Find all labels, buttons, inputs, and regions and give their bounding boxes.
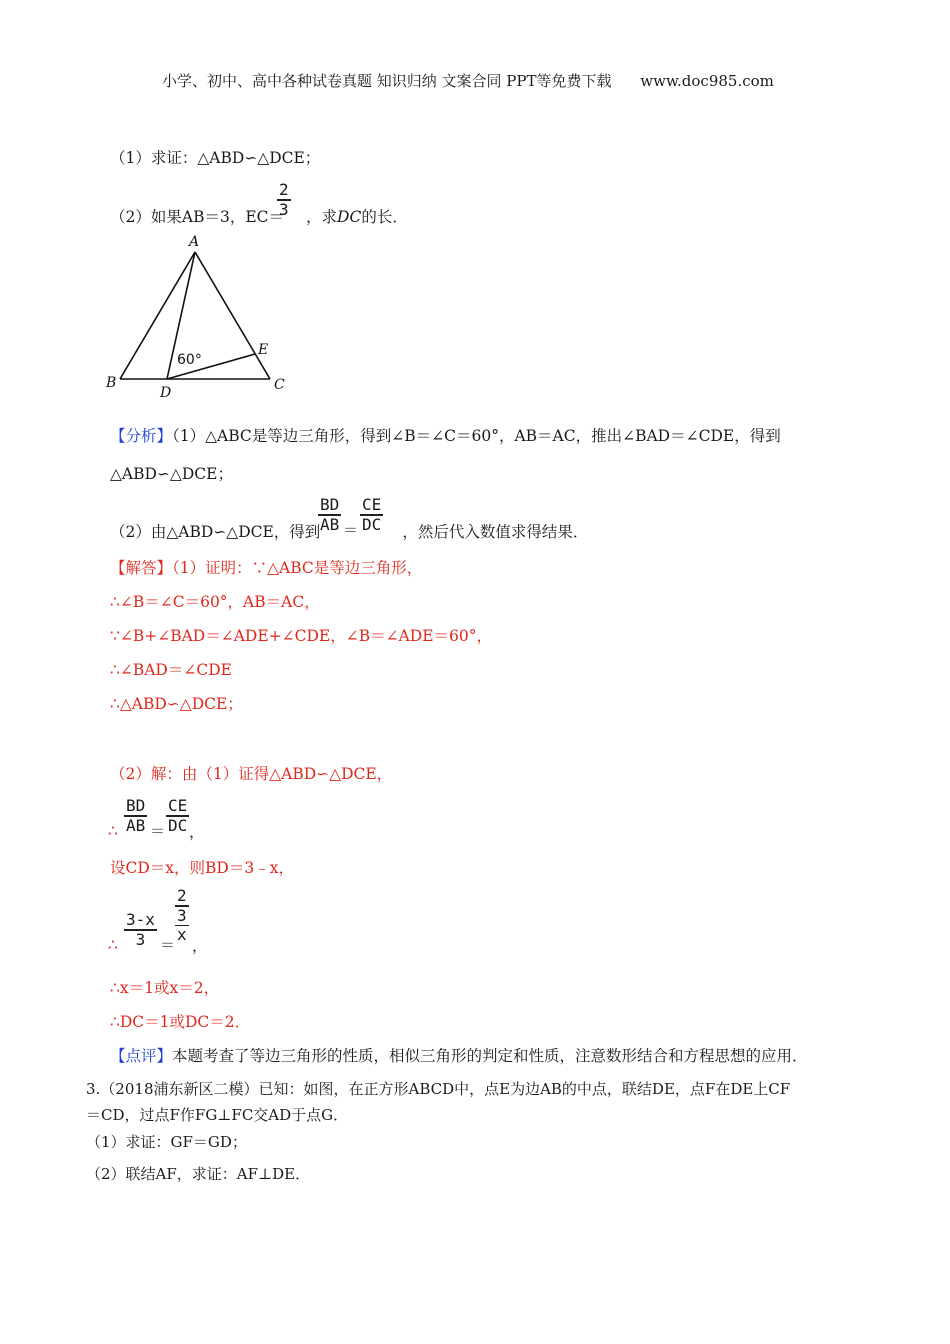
analysis-line3-suffix: ，然后代入数值求得结果． bbox=[402, 523, 589, 541]
analysis-line1 bbox=[110, 424, 781, 446]
review-tag: 【点评】 bbox=[110, 1047, 173, 1065]
r1-den: AB bbox=[126, 815, 146, 835]
result-equals: ＝ bbox=[150, 822, 166, 840]
part2-end: 的长． bbox=[361, 208, 408, 226]
q2-inner-num: 2 bbox=[177, 886, 187, 905]
solution-line2: ∴∠B＝∠C＝60°，AB＝AC， bbox=[110, 593, 320, 611]
equation-equals: ＝ bbox=[160, 936, 176, 954]
f1-num: BD bbox=[320, 495, 340, 514]
solution-line3: ∵∠B+∠BAD＝∠ADE+∠CDE，∠B＝∠ADE＝60°， bbox=[110, 627, 492, 645]
solution-tag: 【解答】 bbox=[110, 559, 173, 577]
solution-line4: ∴∠BAD＝∠CDE bbox=[110, 661, 232, 679]
r2-num: CE bbox=[168, 796, 188, 815]
solution-line10: ∴x＝1或x＝2， bbox=[110, 979, 220, 997]
result-frac-bd-ab bbox=[124, 797, 147, 835]
r1-num: BD bbox=[126, 796, 146, 815]
analysis-equals: ＝ bbox=[343, 521, 359, 539]
ec-fraction bbox=[277, 181, 291, 219]
analysis-frac-ce-dc bbox=[360, 496, 383, 534]
q2-den: x bbox=[177, 925, 187, 944]
solution-l1: （1）证明：∵△ABC是等边三角形， bbox=[172, 559, 423, 577]
part2-ab: AB＝3， bbox=[181, 208, 246, 226]
analysis-line2: △ABD∽△DCE； bbox=[110, 465, 233, 483]
part2-dc: DC bbox=[337, 208, 362, 226]
equation-comma: ， bbox=[192, 937, 208, 955]
solution-line5: ∴△ABD∽△DCE； bbox=[110, 695, 243, 713]
analysis-text1: （1）△ABC是等边三角形，得到∠B＝∠C＝60°，AB＝AC，推出∠BAD＝∠CDE，得到 bbox=[172, 427, 781, 445]
label-d: D bbox=[160, 385, 172, 401]
part2-ec: EC＝ bbox=[245, 208, 285, 226]
header-text: 小学、初中、高中各种试卷真题 知识归纳 文案合同 PPT等免费下载 bbox=[162, 72, 612, 90]
problem3-line1: 3.（2018浦东新区二模）已知：如图，在正方形ABCD中，点E为边AB的中点，联结DE，点F在DE上CF bbox=[86, 1080, 791, 1098]
problem2-part2 bbox=[110, 205, 408, 227]
problem3-line2: ＝CD，过点F作FG⊥FC交AD于点G． bbox=[86, 1106, 349, 1124]
label-e: E bbox=[258, 342, 269, 358]
therefore-2: ∴ bbox=[108, 936, 118, 954]
equation-right-frac bbox=[175, 887, 189, 944]
f2-num: CE bbox=[362, 495, 382, 514]
therefore-1: ∴ bbox=[108, 822, 118, 840]
problem3-part1: （1）求证：GF＝GD； bbox=[86, 1133, 247, 1151]
q1-num: 3-x bbox=[126, 910, 155, 929]
ec-num: 2 bbox=[279, 180, 289, 199]
part2-suffix: ，求 bbox=[306, 208, 338, 226]
review-text: 本题考查了等边三角形的性质，相似三角形的判定和性质，注意数形结合和方程思想的应用． bbox=[172, 1047, 808, 1065]
equation-left-frac bbox=[124, 911, 157, 949]
solution-line11: ∴DC＝1或DC＝2． bbox=[110, 1013, 251, 1031]
triangle-figure bbox=[100, 230, 300, 405]
q2-inner-den: 3 bbox=[177, 905, 187, 925]
header-url[interactable]: www.doc985.com bbox=[640, 72, 774, 90]
r2-den: DC bbox=[168, 815, 188, 835]
part2-prefix: （2）如果 bbox=[110, 208, 182, 226]
angle-60: 60° bbox=[177, 352, 202, 368]
problem2-part1: （1）求证：△ABD∽△DCE； bbox=[110, 149, 321, 167]
result-comma: ， bbox=[189, 823, 205, 841]
ec-den: 3 bbox=[279, 199, 289, 219]
q1-den: 3 bbox=[135, 929, 146, 949]
analysis-line3-prefix: （2）由△ABD∽△DCE，得到 bbox=[110, 523, 321, 541]
f1-den: AB bbox=[320, 514, 340, 534]
problem3-part2: （2）联结AF，求证：AF⊥DE． bbox=[86, 1165, 311, 1183]
result-frac-ce-dc bbox=[166, 797, 189, 835]
solution-line6: （2）解：由（1）证得△ABD∽△DCE， bbox=[110, 765, 393, 783]
f2-den: DC bbox=[362, 514, 382, 534]
label-b: B bbox=[106, 375, 117, 391]
solution-line8: 设CD＝x，则BD＝3﹣x， bbox=[110, 859, 294, 877]
analysis-tag: 【分析】 bbox=[110, 427, 173, 445]
analysis-frac-bd-ab bbox=[318, 496, 341, 534]
page-header bbox=[162, 70, 774, 91]
label-c: C bbox=[274, 377, 285, 393]
review-line bbox=[110, 1044, 808, 1066]
solution-line1 bbox=[110, 556, 422, 578]
label-a: A bbox=[189, 234, 200, 250]
